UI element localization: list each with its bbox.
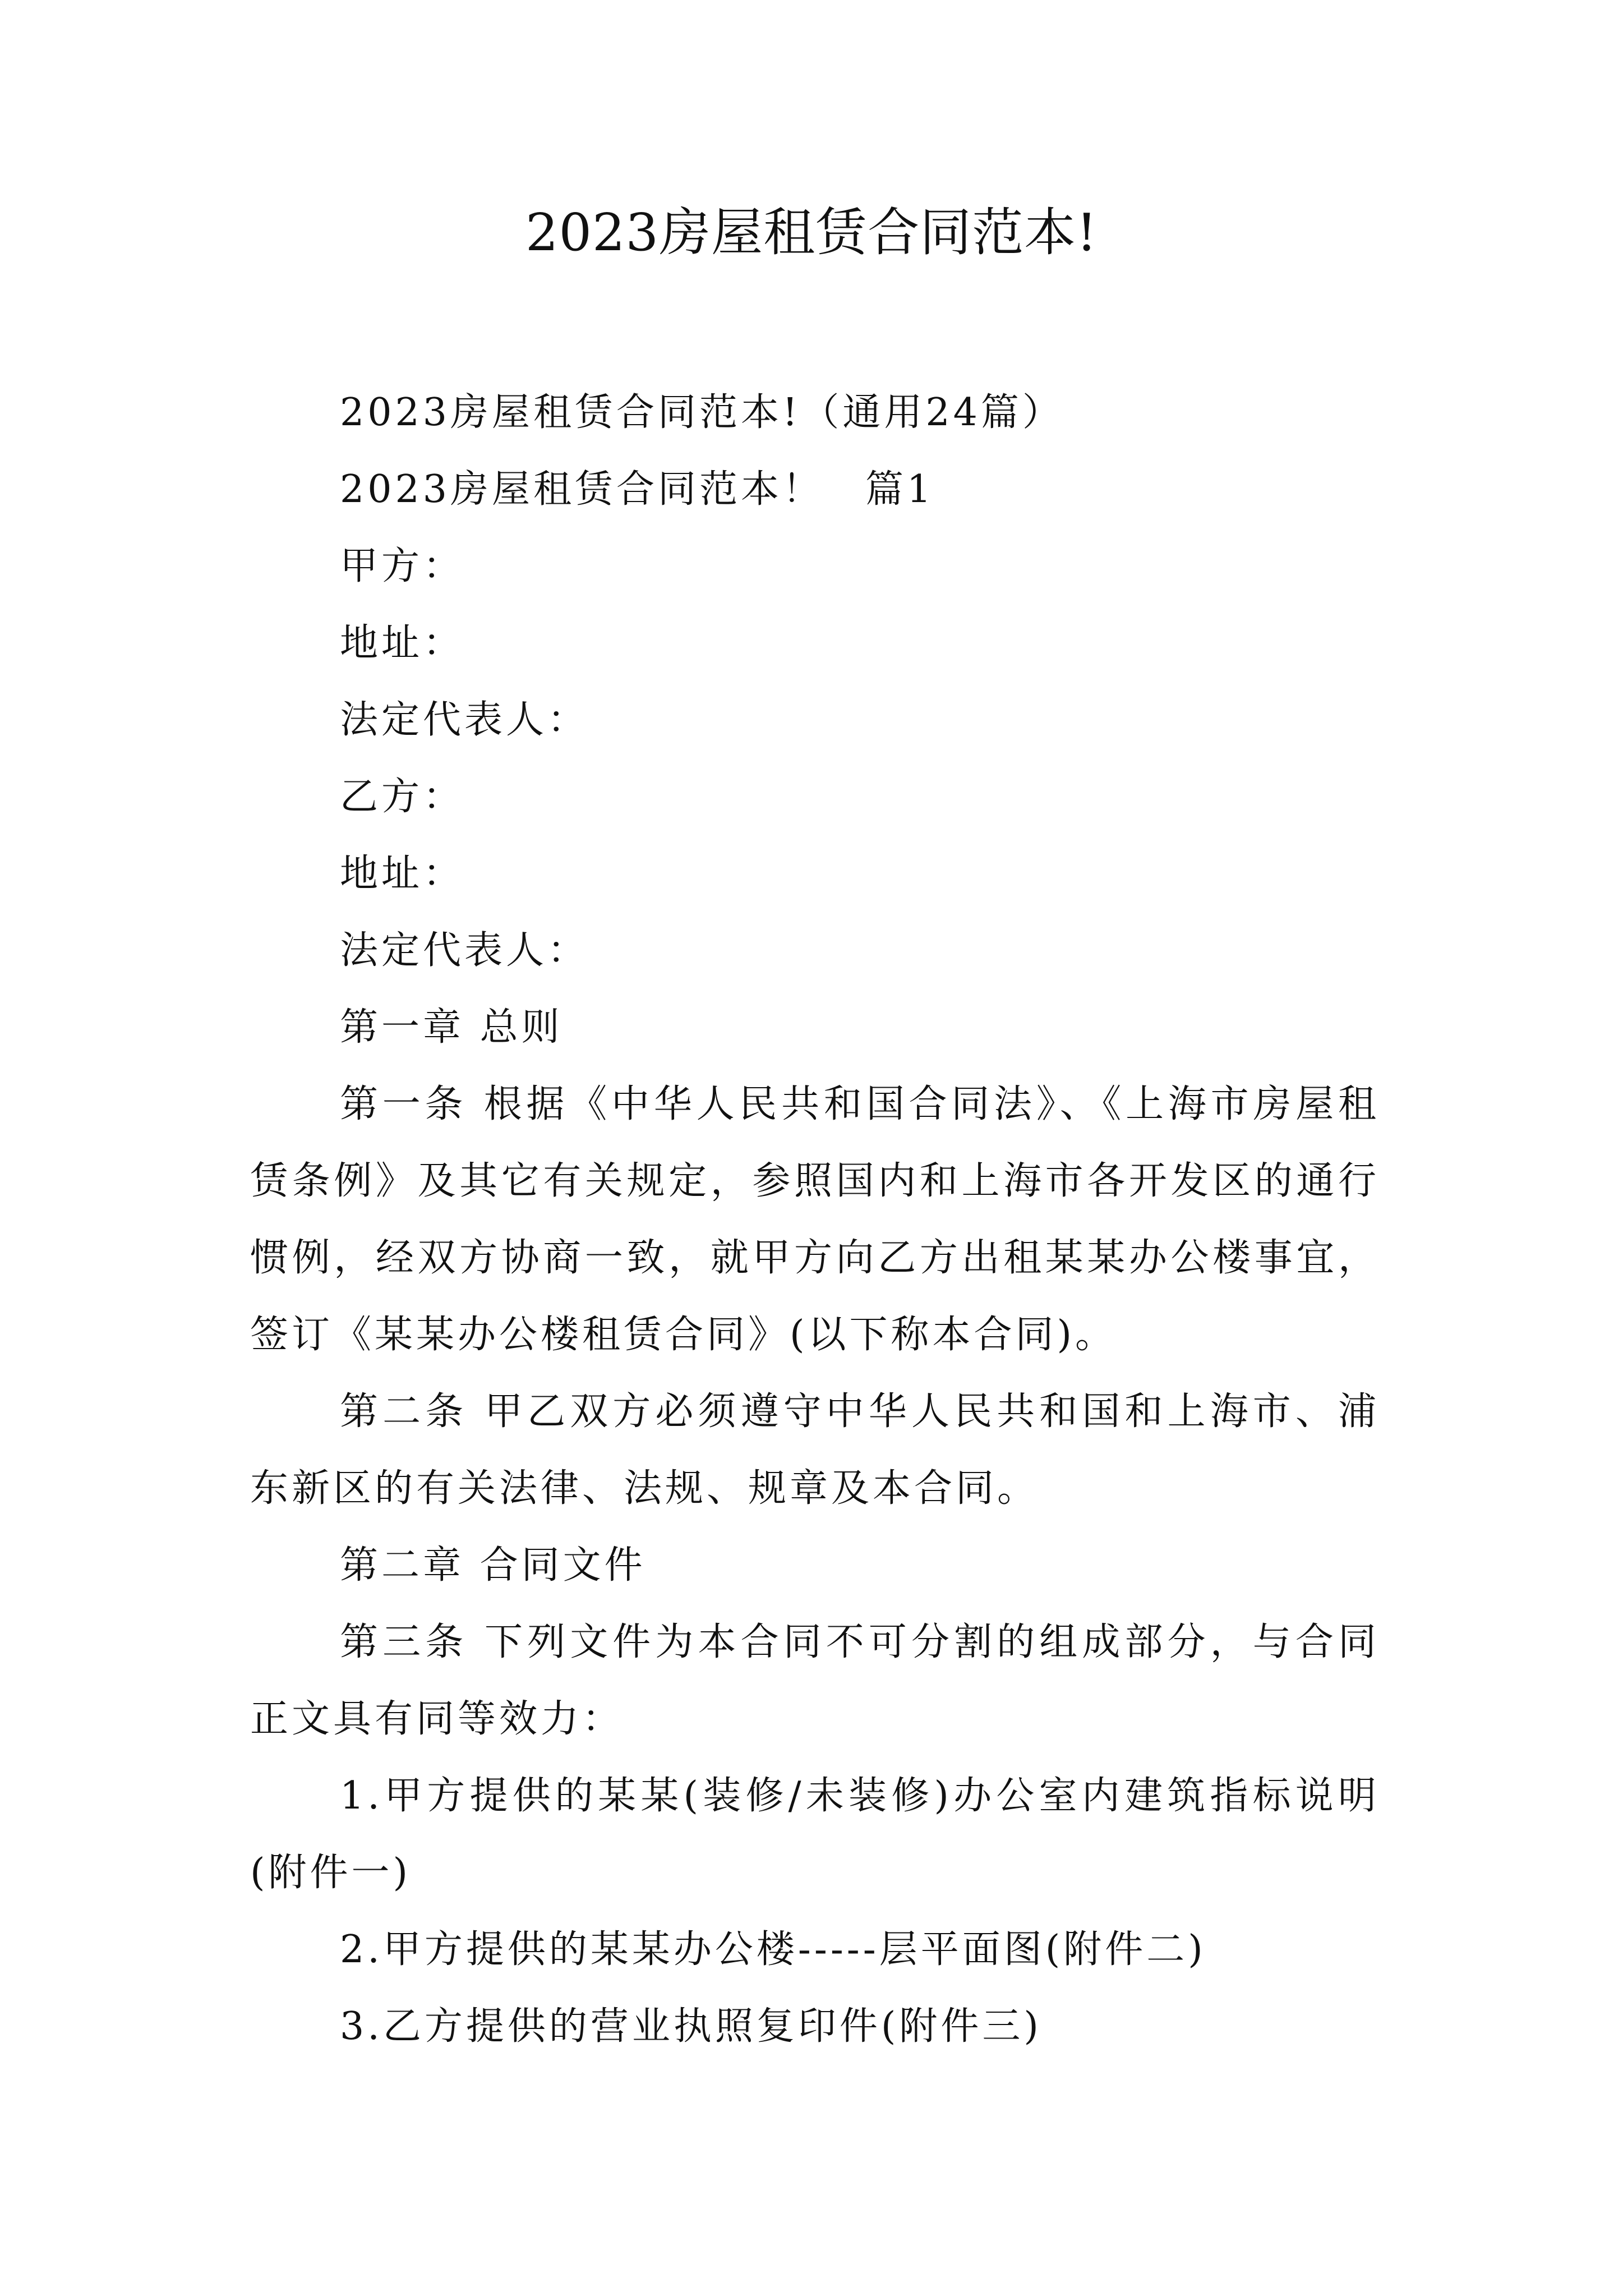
paragraph-chapter-1: 第一章 总则 (340, 1005, 563, 1050)
paragraph-chapter-2: 第二章 合同文件 (340, 1543, 646, 1588)
paragraph-item-3: 3.乙方提供的营业执照复印件(附件三) (340, 2004, 1042, 2049)
paragraph-item-1: 1.甲方提供的某某(装修/未装修)办公室内建筑指标说明(附件一) (250, 1774, 1380, 1895)
paragraph-party-a: 甲方： (340, 544, 465, 588)
paragraph-party-b: 乙方： (340, 775, 465, 819)
paragraph-party-a-address: 地址： (340, 621, 465, 665)
paragraph-section-heading: 2023房屋租赁合同范本！ 篇1 (340, 467, 935, 512)
paragraph-article-3: 第三条 下列文件为本合同不可分割的组成部分，与合同正文具有同等效力： (250, 1620, 1380, 1741)
paragraph-party-b-representative: 法定代表人： (340, 928, 589, 973)
paragraph-party-b-address: 地址： (340, 852, 465, 896)
paragraph-party-a-representative: 法定代表人： (340, 698, 589, 742)
document-title: 2023房屋租赁合同范本! (525, 203, 1098, 263)
document-body (250, 374, 1380, 2065)
paragraph-subtitle: 2023房屋租赁合同范本!（通用24篇） (340, 390, 1064, 435)
paragraph-item-2: 2.甲方提供的某某办公楼-----层平面图(附件二) (340, 1927, 1206, 1972)
paragraph-article-1: 第一条 根据《中华人民共和国合同法》、《上海市房屋租赁条例》及其它有关规定，参照国内和上海市各开发区的通行惯例，经双方协商一致，就甲方向乙方出租某某办公楼事宜，签订《某某办公楼租赁合同》(以下称本合同)。 (250, 1082, 1380, 1357)
paragraph-article-2: 第二条 甲乙双方必须遵守中华人民共和国和上海市、浦东新区的有关法律、法规、规章及本合同。 (250, 1389, 1380, 1511)
